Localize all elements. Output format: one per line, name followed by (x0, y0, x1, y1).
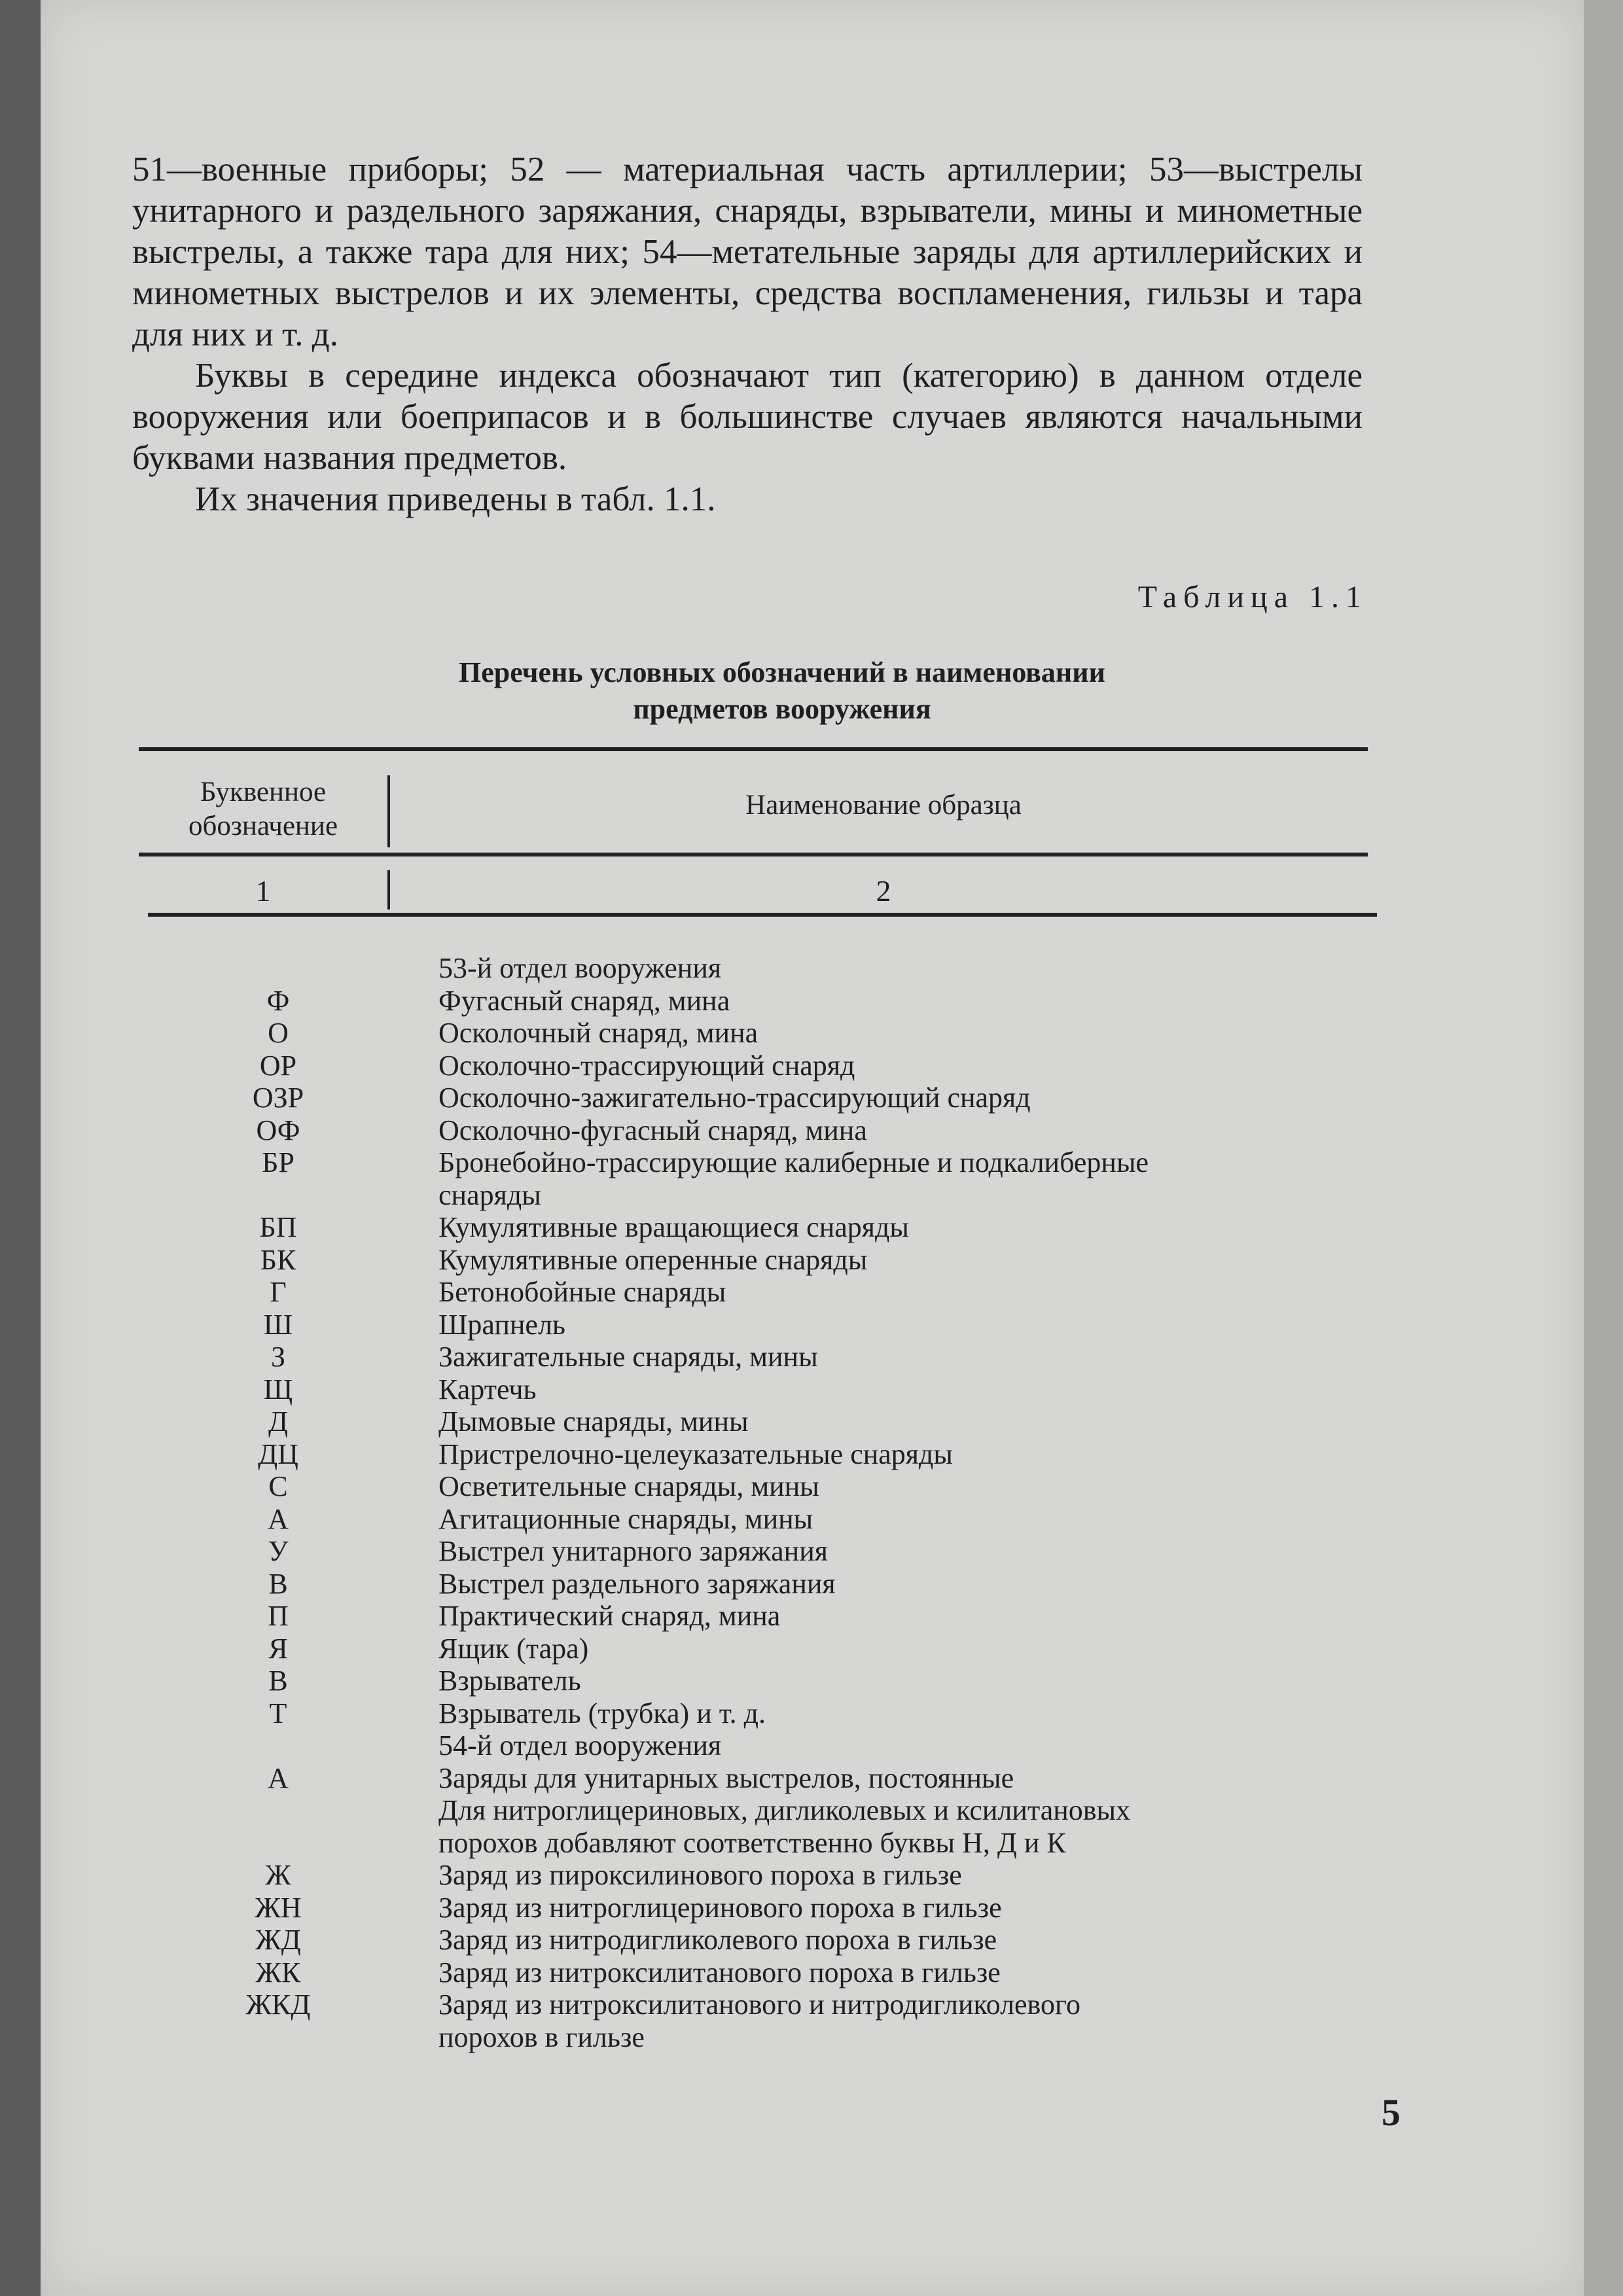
col2-number: 2 (876, 874, 891, 908)
table-row (196, 1146, 1440, 1179)
row-description: снаряды (438, 1178, 541, 1211)
row-description: порохов добавляют соответственно буквы Н, Д и К (438, 1826, 1066, 1859)
row-description: 54-й отдел вооружения (438, 1729, 722, 1761)
row-code: Ф (266, 984, 290, 1017)
table-row (196, 1503, 1440, 1536)
row-description: Заряд из пироксилинового пороха в гильзе (438, 1859, 962, 1891)
col2-header: Наименование образца (745, 790, 1022, 821)
row-code: ЖК (255, 1956, 301, 1988)
row-description: Шрапнель (438, 1308, 565, 1341)
row-code: А (268, 1761, 289, 1794)
table-row (196, 1017, 1440, 1050)
table-row (196, 1892, 1440, 1924)
table-top-rule (139, 747, 1368, 751)
row-code: ДЦ (258, 1438, 298, 1470)
row-code: Д (268, 1405, 288, 1438)
row-description: Выстрел раздельного заряжания (438, 1567, 836, 1600)
row-code: БК (260, 1243, 296, 1276)
table-row (196, 1341, 1440, 1373)
row-description: Дымовые снаряды, мины (438, 1405, 749, 1438)
row-description: Бронебойно-трассирующие калиберные и подкалиберные (438, 1146, 1149, 1178)
table-row (196, 1859, 1440, 1892)
table-row (196, 1633, 1440, 1665)
table-row (196, 1794, 1440, 1827)
row-description: Осколочно-фугасный снаряд, мина (438, 1114, 867, 1146)
table-row (196, 1373, 1440, 1406)
row-description: Взрыватель (438, 1665, 581, 1697)
row-description: Пристрелочно-целеуказательные снаряды (438, 1438, 953, 1470)
row-description: Кумулятивные оперенные снаряды (438, 1243, 868, 1276)
intro-text (132, 149, 1363, 520)
table-row (196, 1276, 1440, 1309)
row-description: Кумулятивные вращающиеся снаряды (438, 1211, 909, 1243)
table-row (196, 1244, 1440, 1277)
row-description: Заряд из нитроксилитанового и нитродигликолевого (438, 1988, 1080, 2021)
table-row (196, 1535, 1440, 1568)
row-code: П (268, 1600, 289, 1632)
row-code: ОЗР (252, 1082, 304, 1114)
table-row (196, 1179, 1440, 1212)
table-row (196, 1729, 1440, 1762)
table-row (196, 1568, 1440, 1600)
header-column-divider (387, 775, 390, 847)
col1-number: 1 (255, 874, 271, 908)
row-description: Ящик (тара) (438, 1632, 589, 1665)
table-row (196, 1405, 1440, 1438)
table-body (196, 952, 1440, 2053)
row-description: Взрыватель (трубка) и т. д. (438, 1697, 766, 1729)
table-row (196, 1988, 1440, 2021)
row-description: Заряды для унитарных выстрелов, постоянные (438, 1761, 1014, 1794)
table-row (196, 1762, 1440, 1795)
row-code: БР (262, 1146, 294, 1178)
row-code: Ж (265, 1859, 291, 1891)
number-column-divider (387, 870, 390, 910)
table-number: Таблица 1.1 (1137, 580, 1368, 614)
table-row (196, 1697, 1440, 1730)
row-code: З (270, 1341, 286, 1373)
intro-paragraph-3: Их значения приведены в табл. 1.1. (195, 480, 716, 518)
row-code: ОФ (256, 1114, 300, 1146)
table-row (196, 985, 1440, 1017)
col1-header (139, 775, 387, 843)
row-description: Осветительные снаряды, мины (438, 1470, 819, 1502)
table-row (196, 1827, 1440, 1860)
row-code: ОР (259, 1049, 297, 1082)
page-edge (1584, 0, 1623, 2296)
row-description: Бетонобойные снаряды (438, 1276, 726, 1308)
table-row (196, 1050, 1440, 1082)
row-description: порохов в гильзе (438, 2021, 645, 2053)
intro-paragraph-2: Буквы в середине индекса обозначают тип (категорию) в данном отделе вооружения или боеприпасов и в большинстве случаев являются начальными буквами названия предметов. (132, 357, 1363, 477)
row-code: Щ (263, 1373, 293, 1405)
row-code: С (268, 1470, 288, 1502)
row-description: Зажигательные снаряды, мины (438, 1341, 818, 1373)
row-description: Осколочно-зажигательно-трассирующий снаряд (438, 1082, 1031, 1114)
row-description: Агитационные снаряды, мины (438, 1502, 813, 1535)
page-number: 5 (1382, 2091, 1400, 2134)
row-code: ЖКД (245, 1988, 311, 2021)
row-description: Практический снаряд, мина (438, 1600, 781, 1632)
table-row (196, 1924, 1440, 1956)
row-code: БП (259, 1211, 297, 1243)
row-description: Осколочный снаряд, мина (438, 1017, 758, 1049)
row-code: ЖН (255, 1891, 302, 1924)
table-row (196, 1211, 1440, 1244)
row-code: Ш (263, 1308, 293, 1341)
row-code: Г (270, 1276, 287, 1308)
table-number-rule (148, 913, 1377, 917)
table-row (196, 1114, 1440, 1147)
row-description: Фугасный снаряд, мина (438, 984, 730, 1017)
row-code: ЖД (255, 1924, 301, 1956)
row-description: Заряд из нитроглицеринового пороха в гильзе (438, 1891, 1002, 1924)
table-row (196, 1956, 1440, 1989)
table-row (196, 1082, 1440, 1114)
table-row (196, 1600, 1440, 1633)
row-description: Заряд из нитродигликолевого пороха в гильзе (438, 1924, 997, 1956)
row-code: В (268, 1567, 288, 1600)
table-title-line-1: Перечень условных обозначений в наименовании (459, 656, 1105, 688)
table-title (196, 654, 1368, 728)
row-code: О (268, 1017, 289, 1049)
table-row (196, 1470, 1440, 1503)
row-code: У (268, 1535, 289, 1567)
table-row (196, 1438, 1440, 1471)
row-code: В (268, 1665, 288, 1697)
intro-paragraph-1: 51—военные приборы; 52 — материальная часть артиллерии; 53—выстрелы унитарного и раздельного заряжания, снаряды, взрыватели, мины и минометные выстрелы, а также тара для них; 54—метательные заряды для артиллерийских и минометных выстрелов и их элементы, средства воспламенения, гильзы и тара для них и т. д. (132, 150, 1363, 353)
table-row (196, 952, 1440, 985)
table-row (196, 1665, 1440, 1697)
col1-header-line-1: Буквенное (200, 777, 327, 807)
table-header-rule (139, 853, 1368, 857)
table-row (196, 1309, 1440, 1341)
row-code: Я (268, 1632, 288, 1665)
table-title-line-2: предметов вооружения (633, 693, 931, 725)
row-description: Для нитроглицериновых, дигликолевых и ксилитановых (438, 1794, 1131, 1826)
row-description: 53-й отдел вооружения (438, 952, 722, 984)
row-description: Заряд из нитроксилитанового пороха в гильзе (438, 1956, 1001, 1988)
col1-header-line-2: обозначение (188, 811, 338, 841)
row-description: Осколочно-трассирующий снаряд (438, 1049, 855, 1082)
row-code: А (268, 1502, 289, 1535)
row-code: Т (269, 1697, 287, 1729)
table-row (196, 2021, 1440, 2054)
row-description: Картечь (438, 1373, 537, 1405)
row-description: Выстрел унитарного заряжания (438, 1535, 828, 1567)
